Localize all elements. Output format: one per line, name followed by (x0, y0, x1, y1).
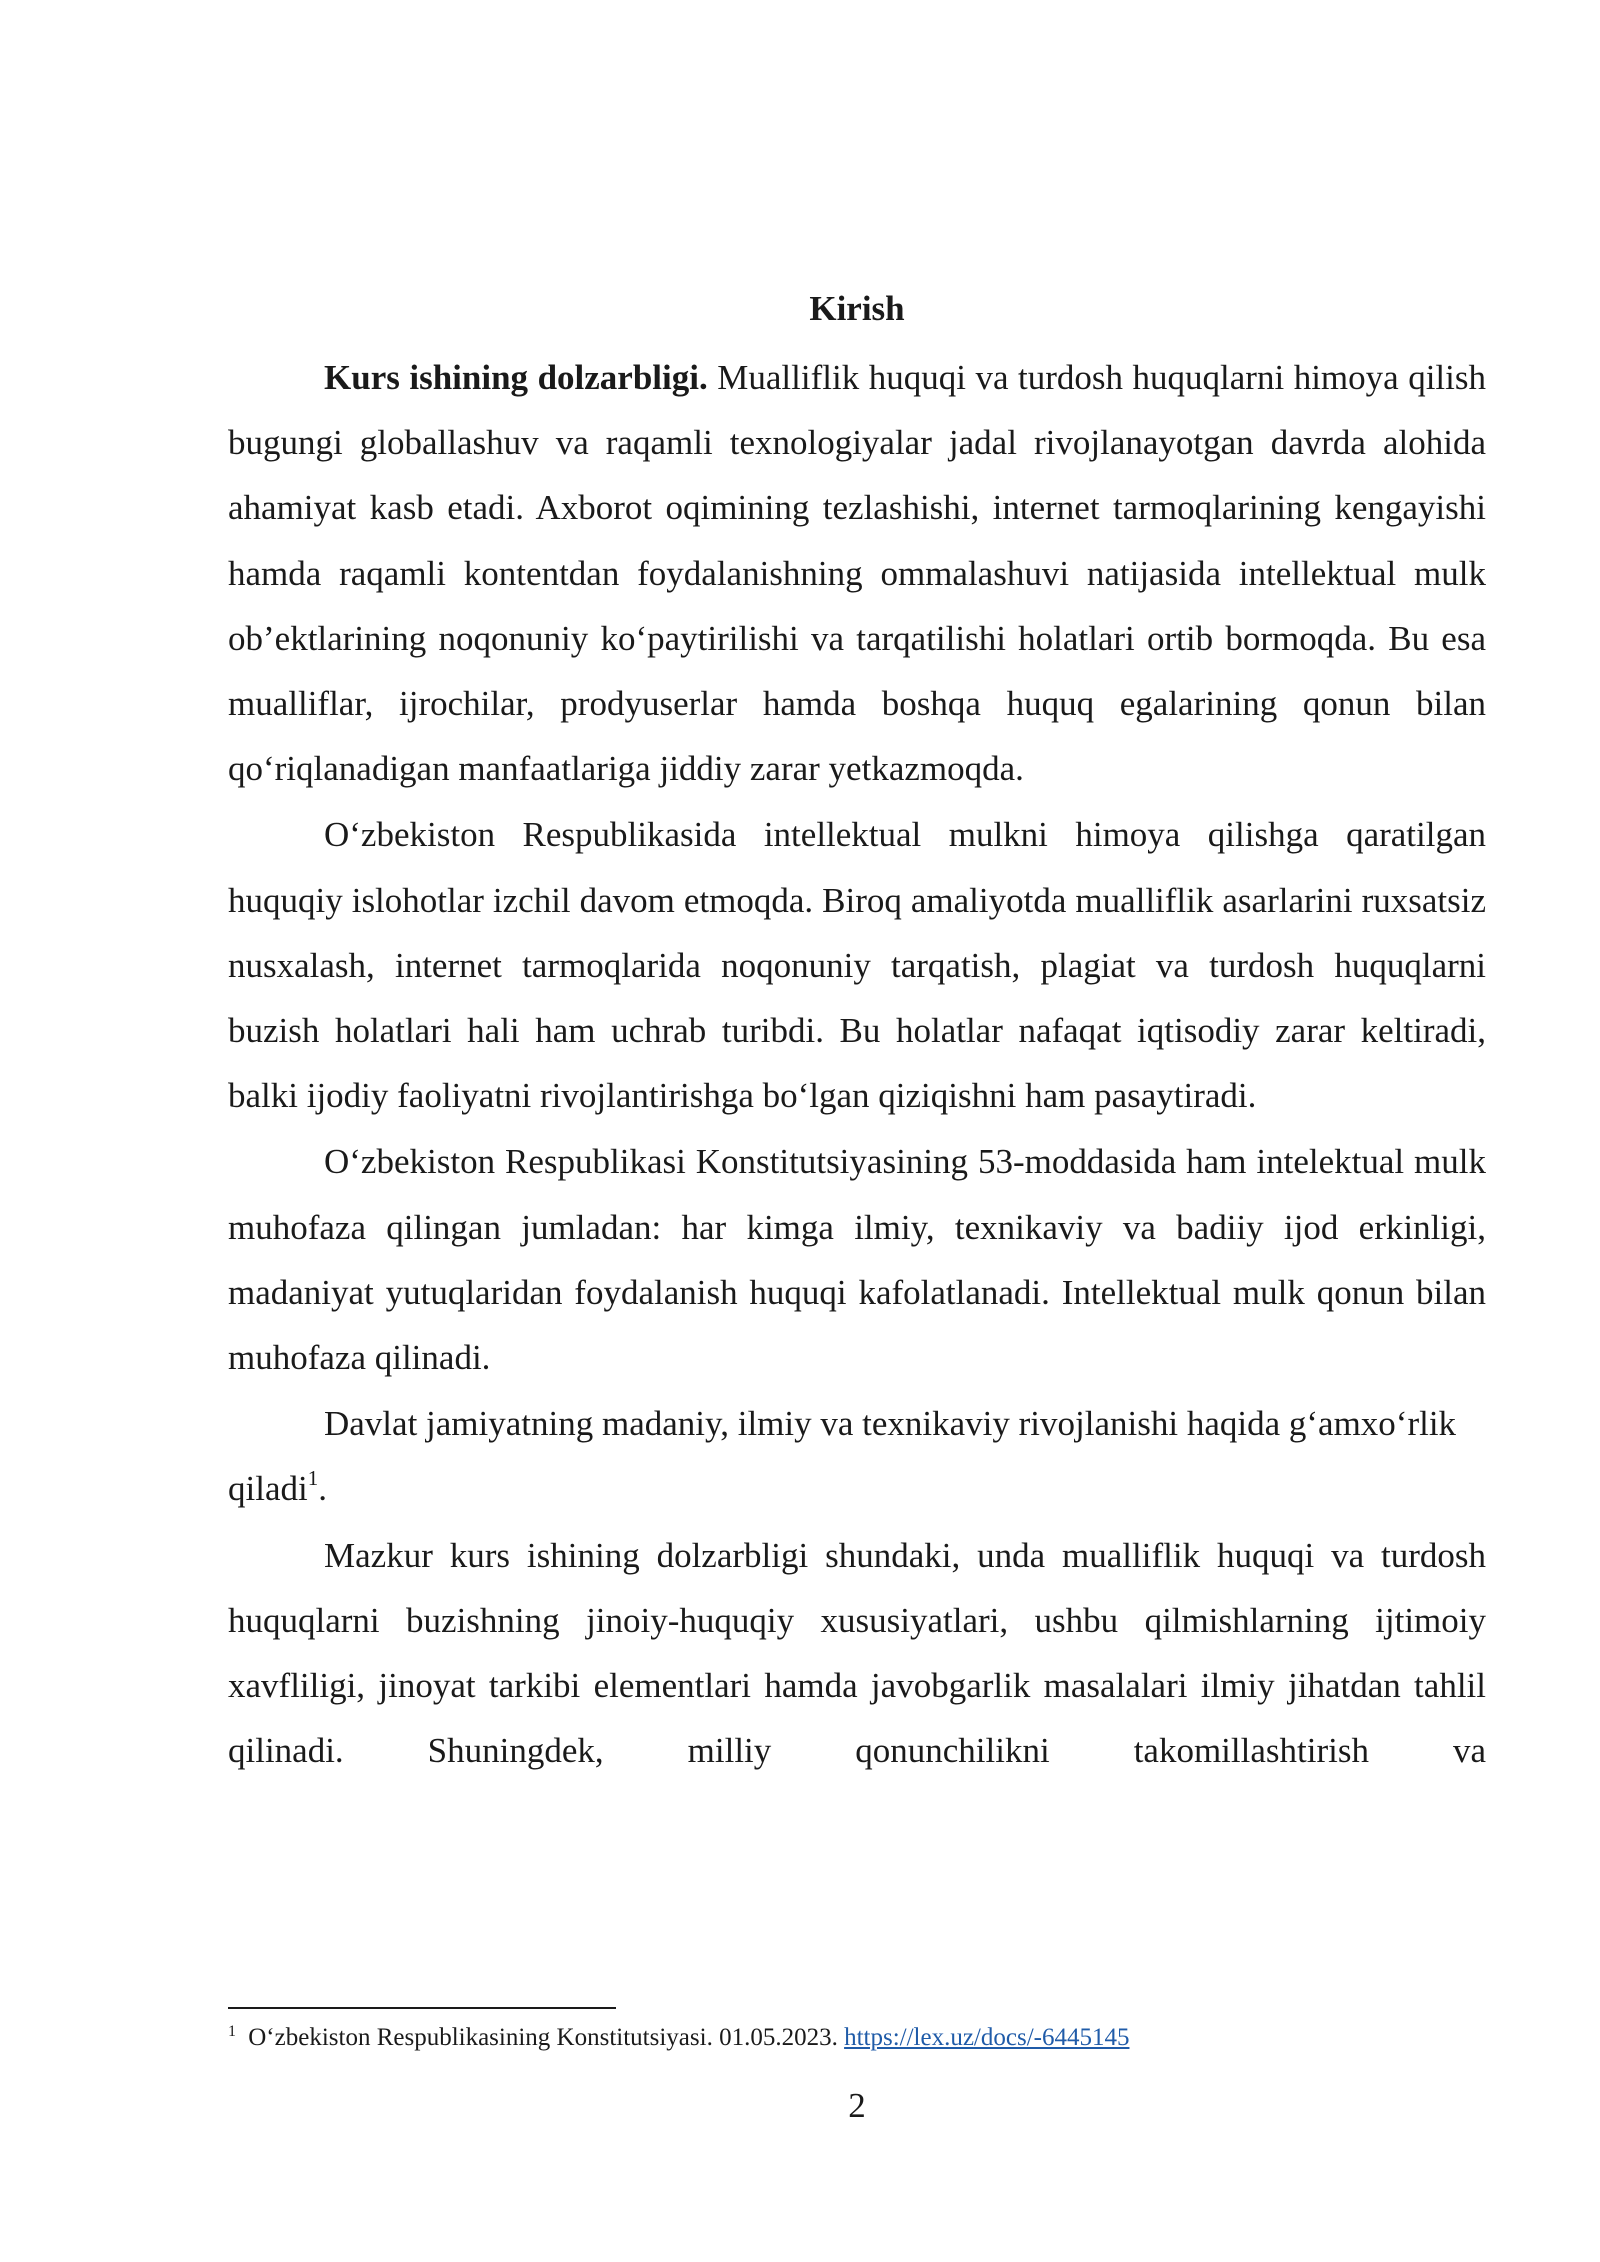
footnote-text: O‘zbekiston Respublikasining Konstitutsiyasi. 01.05.2023. (242, 2024, 845, 2051)
paragraph-2 (228, 802, 1486, 1128)
paragraph-1 (228, 345, 1486, 801)
paragraph-5 (228, 1523, 1486, 1784)
paragraph-4 (228, 1391, 1486, 1521)
paragraph-3 (228, 1129, 1486, 1390)
paragraph-text: Davlat jamiyatning madaniy, ilmiy va texnikaviy rivojlanishi haqida g‘amxo‘rlik qiladi (228, 1404, 1457, 1509)
paragraph-end-punctuation: . (318, 1469, 327, 1509)
footnote-separator (228, 2007, 616, 2009)
paragraph-text: Mualliflik huquqi va turdosh huquqlarni himoya qilish bugungi globallashuv va raqamli texnologiyalar jadal rivojlanayotgan davrda alohida ahamiyat kasb etadi. Axborot oqimining tezlashishi, internet tarmoqlarining kengayishi hamda raqamli kontentdan foydalanishning ommalashuvi natijasida intellektual mulk ob’ektlarining noqonuniy ko‘paytirilishi va tarqatilishi holatlari ortib bormoqda. Bu esa mualliflar, ijrochilar, prodyuserlar hamda boshqa huquq egalarining qonun bilan qo‘riqlanadigan manfaatlariga jiddiy zarar yetkazmoqda. (228, 358, 1486, 789)
section-heading: Kirish (809, 289, 905, 328)
footnote-link[interactable]: https://lex.uz/docs/-6445145 (844, 2024, 1130, 2051)
footnote (228, 2020, 1486, 2056)
body-text (228, 345, 1486, 1784)
paragraph-text: O‘zbekiston Respublikasi Konstitutsiyasining 53-moddasida ham intelektual mulk muhofaza qilingan jumladan: har kimga ilmiy, texnikaviy va badiiy ijod erkinligi, madaniyat yutuqlaridan foydalanish huquqi kafolatlanadi. Intellektual mulk qonun bilan muhofaza qilinadi. (228, 1142, 1486, 1378)
footnote-mark: 1 (228, 2023, 236, 2040)
paragraph-lead: Kurs ishining dolzarbligi. (324, 358, 708, 397)
paragraph-text: Mazkur kurs ishining dolzarbligi shundaki, unda mualliflik huquqi va turdosh huquqlarni buzishning jinoiy-huquqiy xususiyatlari, ushbu qilmishlarning ijtimoiy xavfliligi, jinoyat tarkibi elementlari hamda javobgarlik masalalari ilmiy jihatdan tahlil qilinadi. Shuningdek, milliy qonunchilikni takomillashtirish va (228, 1535, 1486, 1771)
page-number: 2 (848, 2086, 866, 2125)
footnote-reference[interactable]: 1 (307, 1466, 319, 1491)
paragraph-text: O‘zbekiston Respublikasida intellektual mulkni himoya qilishga qaratilgan huquqiy islohotlar izchil davom etmoqda. Biroq amaliyotda mualliflik asarlarini ruxsatsiz nusxalash, internet tarmoqlarida noqonuniy tarqatish, plagiat va turdosh huquqlarni buzish holatlari hali ham uchrab turibdi. Bu holatlar nafaqat iqtisodiy zarar keltiradi, balki ijodiy faoliyatni rivojlantirishga bo‘lgan qiziqishni ham pasaytiradi. (228, 815, 1486, 1116)
